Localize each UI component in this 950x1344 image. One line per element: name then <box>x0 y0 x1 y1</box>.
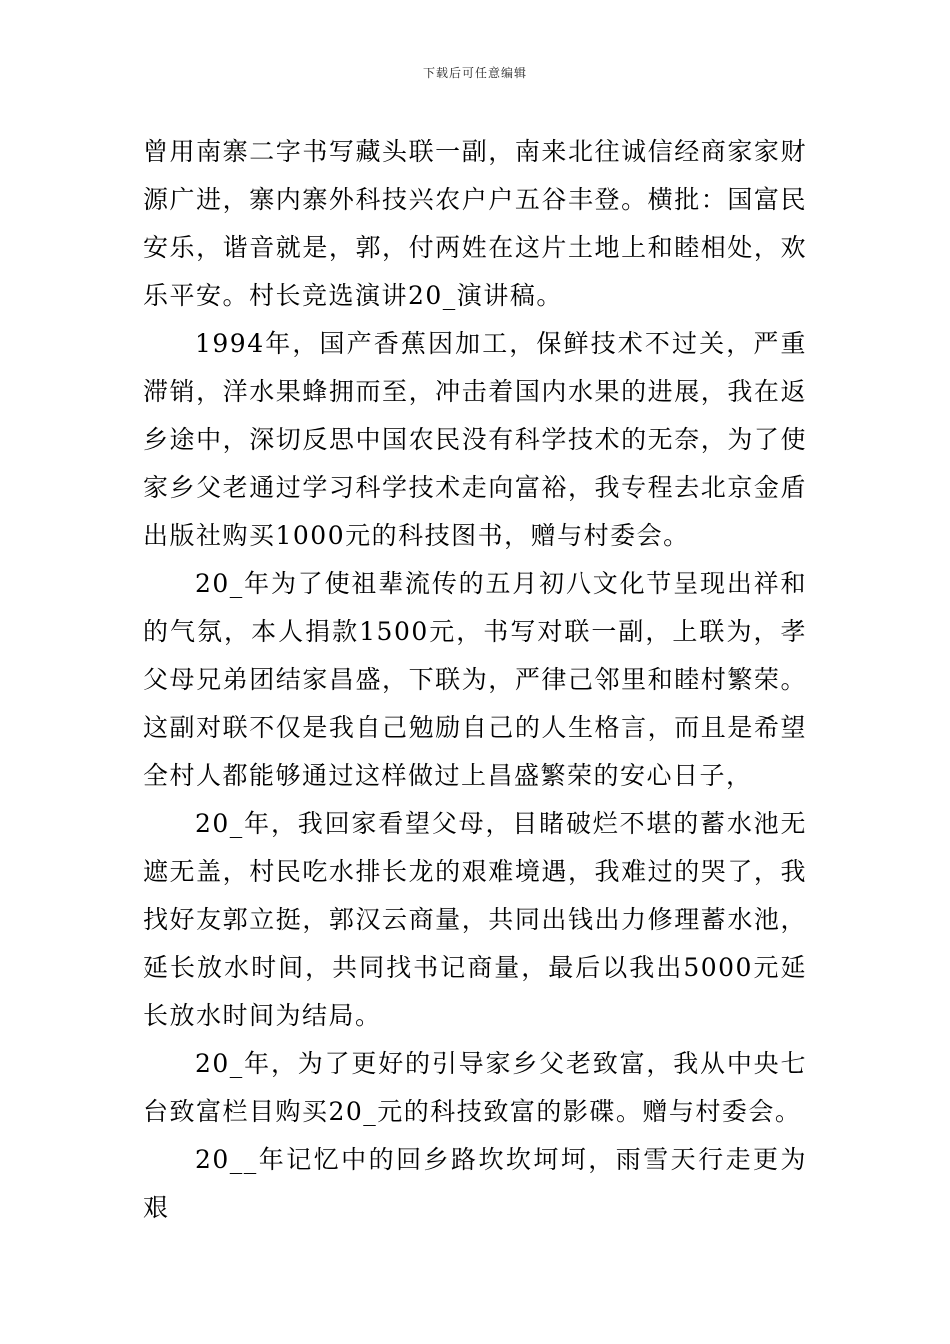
paragraph-5: 20_年，为了更好的引导家乡父老致富，我从中央七台致富栏目购买20_元的科技致富的影碟。赠与村委会。 <box>143 1049 807 1126</box>
document-body <box>143 128 807 1232</box>
paragraph-6: 20__年记忆中的回乡路坎坎坷坷，雨雪天行走更为艰 <box>143 1145 807 1222</box>
paragraph-4: 20_年，我回家看望父母，目睹破烂不堪的蓄水池无遮无盖，村民吃水排长龙的艰难境遇，我难过的哭了，我找好友郭立挺，郭汉云商量，共同出钱出力修理蓄水池，延长放水时间，共同找书记商量，最后以我出5000元延长放水时间为结局。 <box>143 809 807 1030</box>
paragraph-1: 曾用南寨二字书写藏头联一副，南来北往诚信经商家家财源广进，寨内寨外科技兴农户户五谷丰登。横批：国富民安乐，谐音就是，郭，付两姓在这片土地上和睦相处，欢乐平安。村长竞选演讲20_演讲稿。 <box>143 137 807 310</box>
page-header: 下载后可任意编辑 <box>422 66 527 80</box>
paragraph-2: 1994年，国产香蕉因加工，保鲜技术不过关，严重滞销，洋水果蜂拥而至，冲击着国内水果的进展，我在返乡途中，深切反思中国农民没有科学技术的无奈，为了使家乡父老通过学习科学技术走向富裕，我专程去北京金盾出版社购买1000元的科技图书，赠与村委会。 <box>143 329 807 550</box>
paragraph-3: 20_年为了使祖辈流传的五月初八文化节呈现出祥和的气氛，本人捐款1500元，书写对联一副，上联为，孝父母兄弟团结家昌盛，下联为，严律己邻里和睦村繁荣。这副对联不仅是我自己勉励自己的人生格言，而且是希望全村人都能够通过这样做过上昌盛繁荣的安心日子， <box>143 569 807 790</box>
